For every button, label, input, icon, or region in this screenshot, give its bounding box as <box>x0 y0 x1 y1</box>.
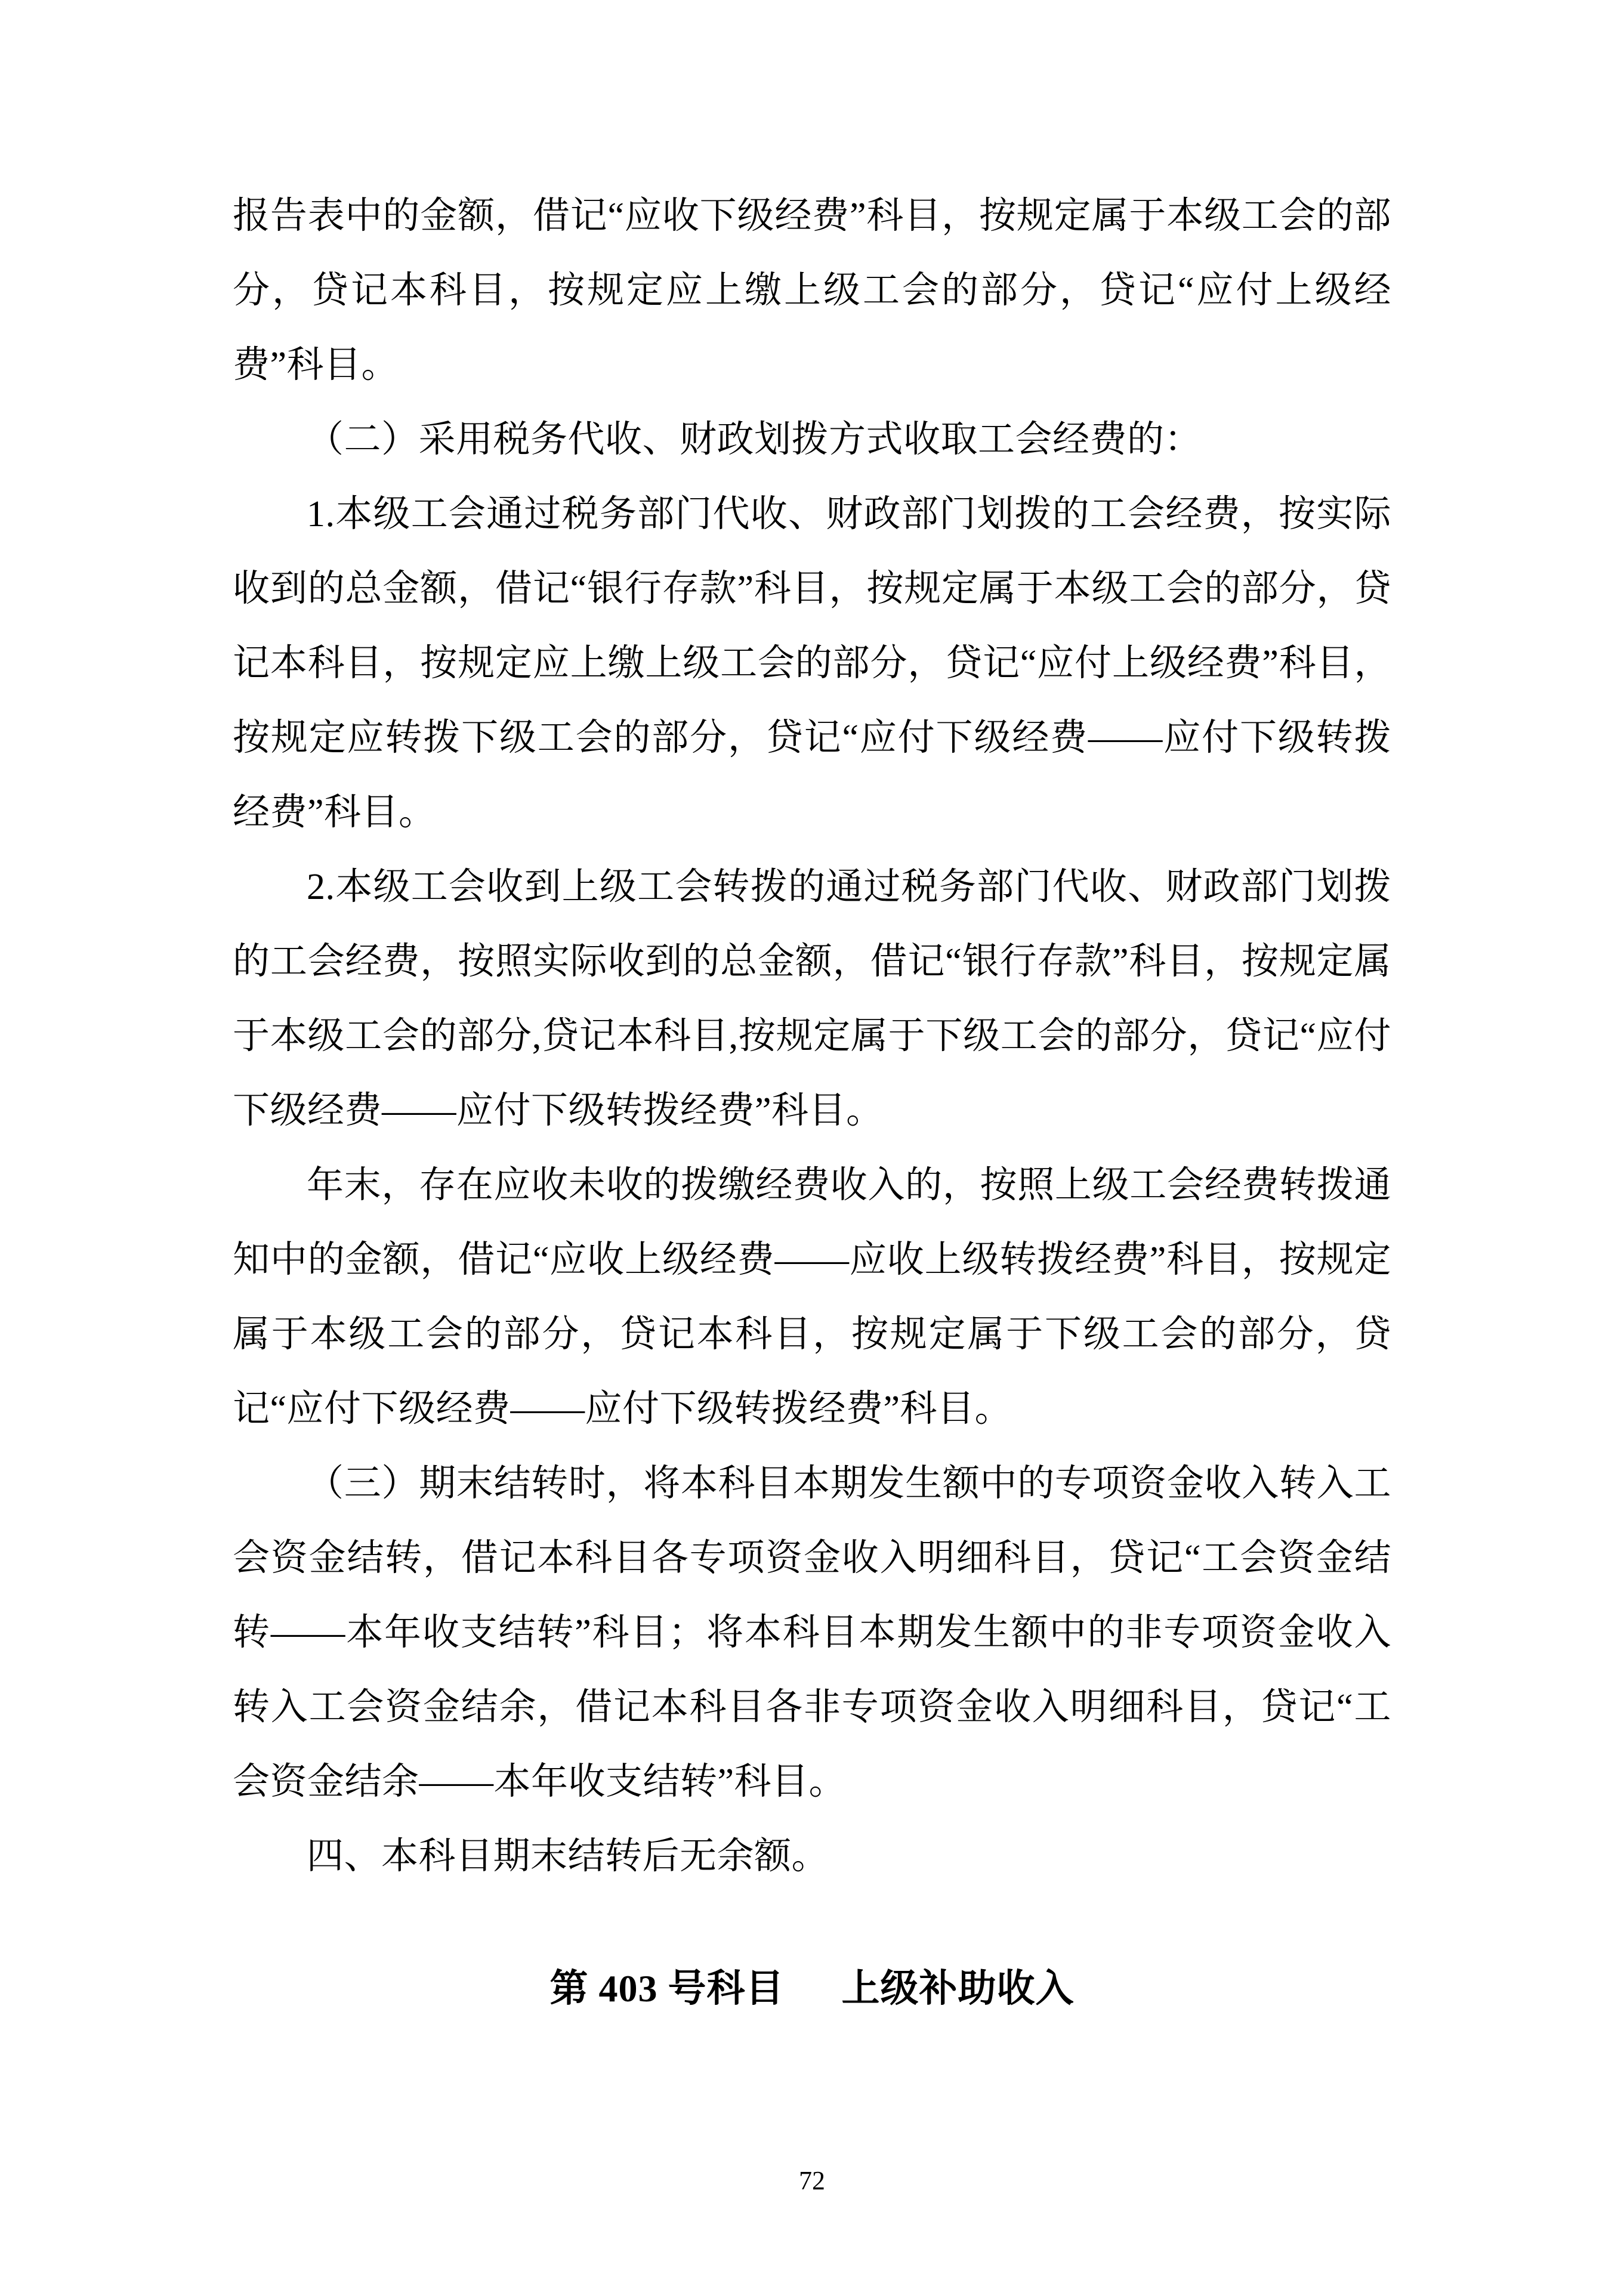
paragraph-4: 2.本级工会收到上级工会转拨的通过税务部门代收、财政部门划拨的工会经费，按照实际收到的总金额，借记“银行存款”科目，按规定属于本级工会的部分,贷记本科目,按规定属于下级工会的部分，贷记“应付下级经费——应付下级转拨经费”科目。 <box>233 867 1391 1131</box>
page-number: 72 <box>799 2166 825 2195</box>
paragraph-2: （二）采用税务代收、财政划拨方式收取工会经费的： <box>307 419 1202 460</box>
section-heading-number: 第 403 号科目 <box>549 1967 785 2010</box>
paragraph-6: （三）期末结转时，将本科目本期发生额中的专项资金收入转入工会资金结转，借记本科目各专项资金收入明细科目，贷记“工会资金结转——本年收支结转”科目；将本科目本期发生额中的非专项资金收入转入工会资金结余，借记本科目各非专项资金收入明细科目，贷记“工会资金结余——本年收支结转”科目。 <box>233 1463 1391 1802</box>
section-heading <box>233 1951 1391 2026</box>
section-heading-title: 上级补助收入 <box>841 1967 1075 2010</box>
paragraph-3: 1.本级工会通过税务部门代收、财政部门划拨的工会经费，按实际收到的总金额，借记“银行存款”科目，按规定属于本级工会的部分，贷记本科目，按规定应上缴上级工会的部分，贷记“应付上级经费”科目，按规定应转拨下级工会的部分，贷记“应付下级经费——应付下级转拨经费”科目。 <box>233 494 1391 833</box>
document-body <box>233 179 1391 2026</box>
paragraph-1: 报告表中的金额，借记“应收下级经费”科目，按规定属于本级工会的部分，贷记本科目，按规定应上缴上级工会的部分，贷记“应付上级经费”科目。 <box>233 196 1391 385</box>
paragraph-7: 四、本科目期末结转后无余额。 <box>307 1836 829 1877</box>
paragraph-5: 年末，存在应收未收的拨缴经费收入的，按照上级工会经费转拨通知中的金额，借记“应收上级经费——应收上级转拨经费”科目，按规定属于本级工会的部分，贷记本科目，按规定属于下级工会的部分，贷记“应付下级经费——应付下级转拨经费”科目。 <box>233 1165 1391 1429</box>
